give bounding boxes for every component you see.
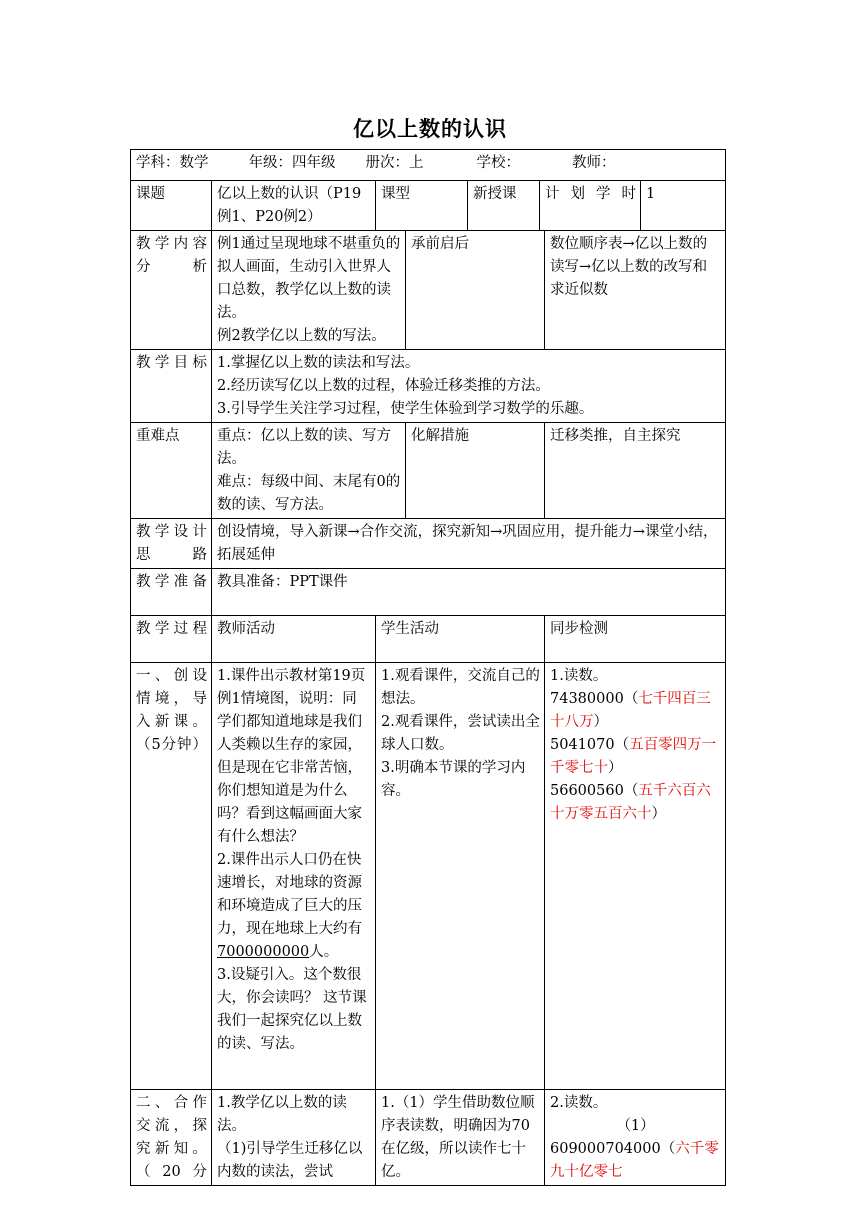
analysis-mid: 承前启后 [406,231,545,350]
prep-text: 教具准备：PPT课件 [212,569,726,616]
goal-item: 1.掌握亿以上数的读法和写法。 [217,355,420,371]
step2-teacher [212,1090,376,1186]
page-title: 亿以上数的认识 [353,116,507,141]
step1-teacher-3: 3.设疑引入。这个数很大，你会读吗？ 这节课我们一起探究亿以上数的读、写法。 [217,967,367,1052]
check-answer: 六千零九十亿零七 [550,1141,719,1180]
check-item: 74380000（七千四百三十八万） [550,691,711,730]
teacher-label: 教师： [572,155,616,171]
design-text: 创设情境，导入新课→合作交流，探究新知→巩固应用，提升能力→课堂小结，拓展延伸 [212,519,726,569]
step1-student-item: 3.明确本节课的学习内容。 [381,760,526,799]
step1-student [376,663,545,1090]
check-item: 56600560（五千六百六十万零五百六十） [550,783,711,822]
course-value: 亿以上数的认识（P19例1、P20例2） [212,181,376,231]
check-sub: （1） [616,1118,655,1134]
step1-student-item: 2.观看课件，尝试读出全球人口数。 [381,714,540,753]
step1-teacher-2: 2.课件出示人口仍在快速增长，对地球的资源和环境造成了巨大的压力，现在地球上大约有7000000000人。 [217,852,362,960]
step1-row [131,663,726,1090]
keypoints-label: 重难点 [131,423,212,519]
grade-label: 年级：四年级 [248,155,336,171]
step2-student: 1.（1）学生借助数位顺序表读数，明确因为70在亿级，所以读作七十亿。 [376,1090,545,1186]
analysis-text-2: 例2教学亿以上数的写法。 [217,328,386,344]
step1-label: 一、创设情境，导入新课。（5分钟） [131,663,212,1090]
lesson-plan-table [130,149,726,1186]
goals-label: 教学目标 [131,350,212,423]
course-row [131,181,726,231]
goals-row [131,350,726,423]
teacher-activity-header: 教师活动 [212,616,376,663]
step2-row [131,1090,726,1186]
course-hours-value: 1 [641,181,726,231]
school-label: 学校： [476,155,520,171]
check-item: 609000704000（六千零九十亿零七 [550,1141,719,1180]
course-hours-label: 计划学时 [540,181,641,231]
step2-label: 二、合作交流，探究新知。（20分 [131,1090,212,1186]
volume-label: 册次：上 [365,155,424,171]
population-number: 7000000000 [217,944,310,960]
check-answer: 七千四百三十八万 [550,691,711,730]
measure-label: 化解措施 [406,423,545,519]
analysis-label: 教学内容分析 [131,231,212,350]
check-answer: 五百零四万一千零七十 [550,737,717,776]
check-header: 同步检测 [545,616,726,663]
prep-row [131,569,726,616]
check-item: 5041070（五百零四万一千零七十） [550,737,717,776]
step1-teacher [212,663,376,1090]
design-label: 教学设计思路 [131,519,212,569]
subject-label: 学科：数学 [136,155,209,171]
analysis-text-1: 例1通过呈现地球不堪重负的拟人画面，生动引入世界人口总数，教学亿以上数的读法。 [217,236,401,321]
key-point: 重点：亿以上数的读、写方法。 [217,428,391,467]
step1-check [545,663,726,1090]
header-row [131,150,726,181]
analysis-right: 数位顺序表→亿以上数的读写→亿以上数的改写和求近似数 [545,231,726,350]
measure-value: 迁移类推，自主探究 [545,423,726,519]
step1-teacher-1: 1.课件出示教材第19页例1情境图，说明：同学们都知道地球是我们人类赖以生存的家园，但是现在它非常苦恼，你们想知道是为什么吗？看到这幅画面大家有什么想法？ [217,668,366,845]
course-type-label: 课型 [376,181,468,231]
goal-item: 2.经历读写亿以上数的过程，体验迁移类推的方法。 [217,378,550,394]
design-row [131,519,726,569]
step2-check [545,1090,726,1186]
step2-teacher-2: （1)引导学生迁移亿以内数的读法，尝试 [217,1141,363,1180]
process-header-row [131,616,726,663]
step1-student-item: 1.观看课件，交流自己的想法。 [381,668,540,707]
analysis-row [131,231,726,350]
process-label: 教学过程 [131,616,212,663]
goals-list [212,350,726,423]
difficulty-point: 难点：每级中间、末尾有0的数的读、写方法。 [217,474,401,513]
step2-teacher-1: 1.教学亿以上数的读法。 [217,1095,347,1134]
check-title: 1.读数。 [550,668,608,684]
keypoints-text [212,423,406,519]
check-title: 2.读数。 [550,1095,608,1111]
analysis-text [212,231,406,350]
keypoints-row [131,423,726,519]
prep-label: 教学准备 [131,569,212,616]
check-answer: 五千六百六十万零五百六十 [550,783,711,822]
student-activity-header: 学生活动 [376,616,545,663]
course-type-value: 新授课 [468,181,540,231]
goal-item: 3.引导学生关注学习过程，使学生体验到学习数学的乐趣。 [217,401,594,417]
course-label: 课题 [131,181,212,231]
